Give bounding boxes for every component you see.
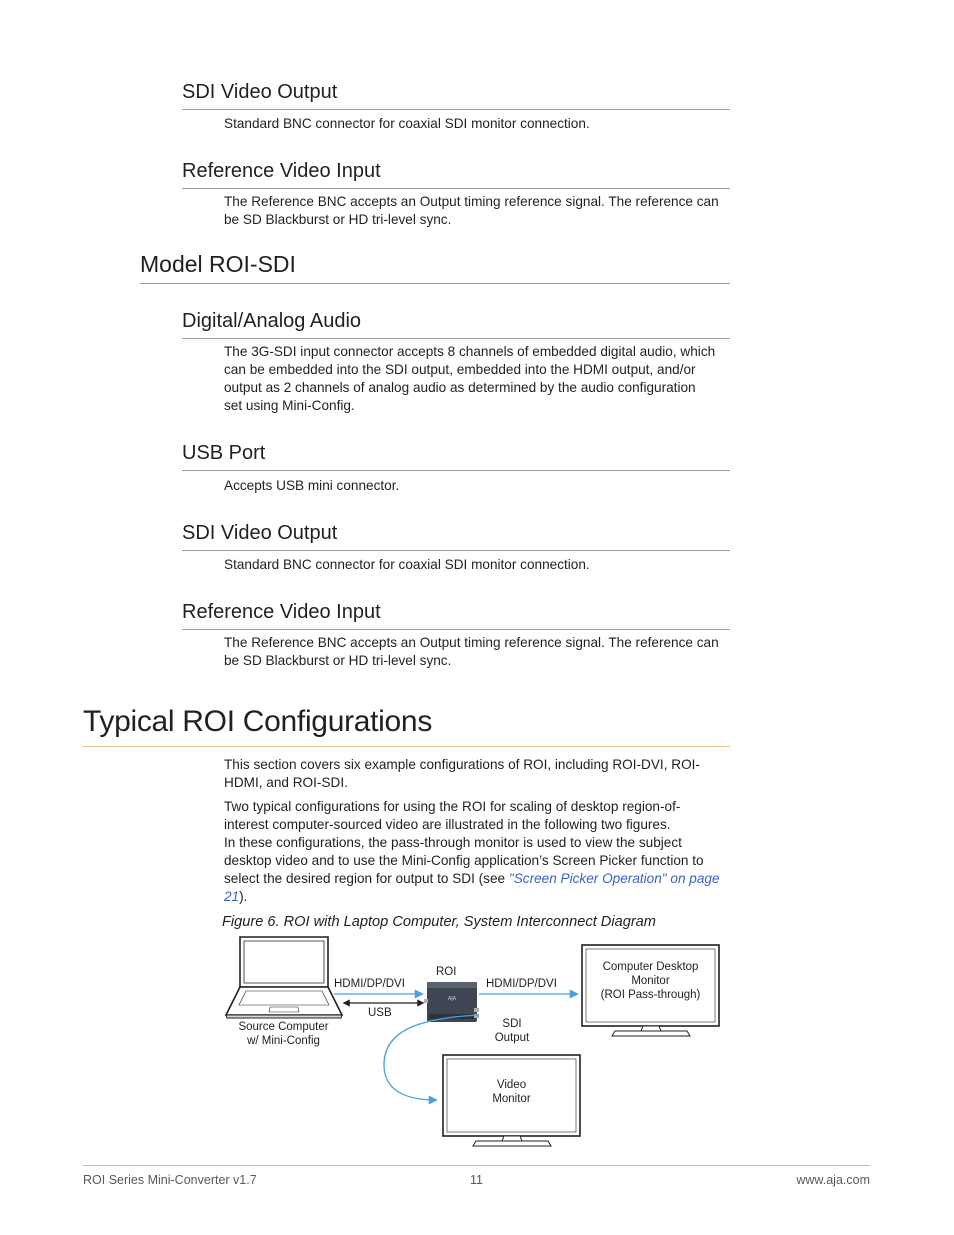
screen-picker-link[interactable]: "Screen Picker Operation" on page [508,871,720,886]
footer-page-number: 11 [470,1173,483,1187]
sdi-output-label [487,1017,537,1045]
text-line: output as 2 channels of analog audio as determined by the audio configuration [224,380,696,395]
footer-website[interactable]: www.aja.com [796,1173,870,1187]
footer-rule [83,1165,870,1166]
sdi-output-heading-1: SDI Video Output [182,81,338,103]
label-line: (ROI Pass-through) [600,989,701,1001]
label-line: SDI [502,1018,522,1030]
usb-port-heading: USB Port [182,442,266,464]
label-line: w/ Mini-Config [247,1035,320,1047]
figure-caption: Figure 6. ROI with Laptop Computer, System Interconnect Diagram [222,914,656,930]
text-line: The Reference BNC accepts an Output timing reference signal. The reference can [224,635,719,650]
label-line: Source Computer [238,1021,329,1033]
text-line: Two typical configurations for using the ROI for scaling of desktop region-of- [224,799,681,814]
text-line: select the desired region for output to SDI (see [224,871,509,886]
text-line: set using Mini-Config. [224,398,355,413]
usb-label: USB [368,1007,392,1019]
text-line: be SD Blackburst or HD tri-level sync. [224,212,452,227]
text-line: desktop video and to use the Mini-Config application’s Screen Picker function to [224,853,704,868]
screen-picker-link-page[interactable]: 21 [224,889,240,904]
video-monitor-label [447,1078,576,1106]
ref-input-heading-1: Reference Video Input [182,160,381,182]
desktop-monitor-label [586,960,715,1002]
model-roi-sdi-heading: Model ROI-SDI [140,251,296,277]
usb-port-text: Accepts USB mini connector. [224,478,400,493]
text-line: interest computer-sourced video are illustrated in the following two figures. [224,817,671,832]
sdi-output-text-1: Standard BNC connector for coaxial SDI monitor connection. [224,116,590,131]
text-line: This section covers six example configurations of ROI, including ROI-DVI, ROI- [224,757,700,772]
label-line: Video [496,1079,527,1091]
device-logo: AJA [447,996,457,1002]
label-line: Monitor [631,975,670,987]
text-line: be SD Blackburst or HD tri-level sync. [224,653,452,668]
label-line: Monitor [492,1093,531,1105]
hdmi-right-label: HDMI/DP/DVI [486,978,557,990]
hdmi-left-label: HDMI/DP/DVI [334,978,405,990]
digital-audio-heading: Digital/Analog Audio [182,310,362,332]
text-line: HDMI, and ROI-SDI. [224,775,348,790]
text-line: The Reference BNC accepts an Output timing reference signal. The reference can [224,194,719,209]
sdi-output-heading-2: SDI Video Output [182,522,338,544]
text-line: ). [239,889,248,904]
label-line: Output [494,1032,530,1044]
text-line: The 3G-SDI input connector accepts 8 channels of embedded digital audio, which [224,344,716,359]
footer-doc-title: ROI Series Mini-Converter v1.7 [83,1173,257,1187]
roi-label: ROI [436,966,457,978]
sdi-output-text-2: Standard BNC connector for coaxial SDI monitor connection. [224,557,590,572]
laptop-icon [226,937,342,1018]
text-line: In these configurations, the pass-through monitor is used to view the subject [224,835,682,850]
typical-configurations-heading: Typical ROI Configurations [83,705,433,738]
source-computer-label [226,1020,341,1048]
text-line: can be embedded into the SDI output, embedded into the HDMI output, and/or [224,362,696,377]
ref-input-heading-2: Reference Video Input [182,601,381,623]
label-line: Computer Desktop [602,961,699,973]
